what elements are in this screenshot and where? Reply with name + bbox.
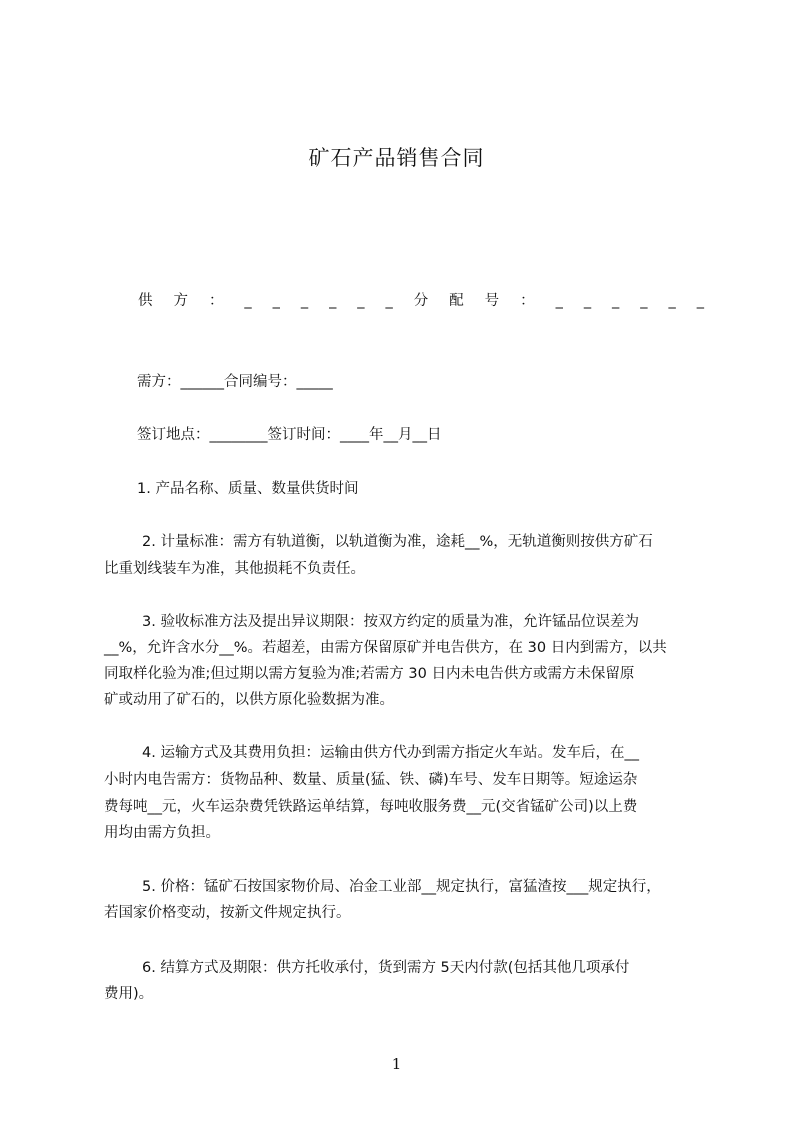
- clause-2-measurement-line-1: 2. 计量标准：需方有轨道衡，以轨道衡为准，途耗__%，无轨道衡则按供方矿石: [142, 534, 653, 550]
- supplier-blank: _: [244, 293, 252, 309]
- clause-3-acceptance-line-1: 3. 验收标准方法及提出异议期限：按双方约定的质量为准，允许锰品位误差为: [142, 614, 639, 630]
- supplier-allocation-row: [138, 289, 704, 313]
- clause-4-transport-line-3: 费每吨__元，火车运杂费凭铁路运单结算，每吨收服务费__元(交省锰矿公司)以上费: [104, 799, 638, 815]
- supplier-blank: _: [272, 293, 280, 309]
- clause-4-transport-line-2: 小时内电告需方：货物品种、数量、质量(猛、铁、磷)车号、发车日期等。短途运杂: [104, 772, 638, 788]
- allocation-blank: _: [612, 293, 620, 309]
- buyer-contract-number-line: 需方：______合同编号：_____: [137, 374, 333, 390]
- clause-5-price-line-1: 5. 价格：锰矿石按国家物价局、冶金工业部__规定执行，富猛渣按___规定执行，: [142, 879, 661, 895]
- clause-3-acceptance-line-3: 同取样化验为准;但过期以需方复验为准;若需方 30 日内未电告供方或需方未保留原: [104, 666, 635, 682]
- clause-4-transport-line-4: 用均由需方负担。: [104, 825, 220, 841]
- allocation-blank: _: [583, 293, 592, 309]
- clause-5-price-line-2: 若国家价格变动，按新文件规定执行。: [104, 905, 351, 921]
- clause-3-acceptance-line-2: __%，允许含水分__%。若超差，由需方保留原矿并电告供方，在 30 日内到需方，以共: [104, 640, 667, 656]
- allocation-char: 分: [413, 293, 429, 309]
- contract-title: 矿石产品销售合同: [308, 146, 485, 170]
- supplier-char: 方: [173, 293, 188, 309]
- allocation-blank: _: [696, 293, 704, 309]
- clause-3-acceptance-line-4: 矿或动用了矿石的，以供方原化验数据为准。: [104, 692, 394, 708]
- supplier-blank: _: [329, 293, 337, 309]
- supplier-char: ：: [208, 293, 224, 309]
- supplier-blank: _: [385, 293, 393, 309]
- clause-6-settlement-line-1: 6. 结算方式及期限：供方托收承付，货到需方 5天内付款(包括其他几项承付: [142, 960, 630, 976]
- supplier-char: 供: [138, 293, 153, 309]
- clause-2-measurement-line-2: 比重划线装车为准，其他损耗不负责任。: [104, 561, 365, 577]
- allocation-char: 配: [449, 293, 464, 309]
- allocation-blank: _: [555, 293, 563, 309]
- signing-place-time-line: 签订地点：________签订时间：____年__月__日: [137, 427, 442, 443]
- clause-6-settlement-line-2: 费用)。: [104, 986, 154, 1002]
- supplier-blank: _: [357, 293, 365, 309]
- allocation-char: 号: [484, 293, 500, 309]
- clause-4-transport-line-1: 4. 运输方式及其费用负担：运输由供方代办到需方指定火车站。发车后，在__: [142, 745, 639, 761]
- supplier-blank: _: [300, 293, 309, 309]
- allocation-char: ：: [520, 293, 535, 309]
- allocation-blank: _: [668, 293, 676, 309]
- clause-1-product-info: 1. 产品名称、质量、数量供货时间: [137, 481, 359, 497]
- page-number: 1: [391, 1055, 402, 1073]
- allocation-blank: _: [640, 293, 648, 309]
